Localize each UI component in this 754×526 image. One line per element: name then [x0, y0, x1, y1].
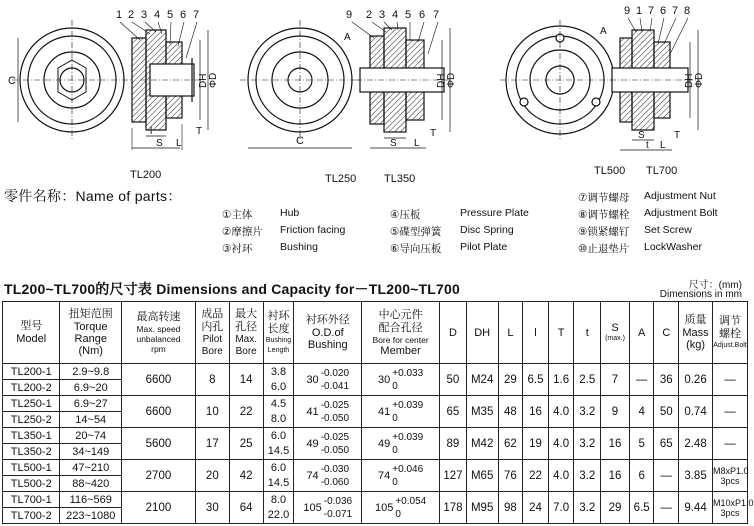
cell-C: 36 [654, 364, 679, 396]
deviations [392, 463, 423, 489]
nominal-value: 105 [374, 501, 394, 514]
col-bushing-length: 衬环 长度 Bushing Length [263, 302, 294, 364]
nominal-value: 41 [306, 405, 319, 418]
model-cell: TL350-1 [3, 428, 60, 444]
lower-deviation: -0.071 [323, 508, 353, 520]
table-row [3, 460, 748, 476]
pilot-bore-cell: 30 [195, 492, 229, 524]
cell-t: 2.5 [574, 364, 601, 396]
pilot-bore-cell: 17 [195, 428, 229, 460]
deviations [392, 431, 423, 457]
deviations [321, 399, 349, 425]
nominal-value: 30 [378, 373, 391, 386]
model-cell: TL250-2 [3, 412, 60, 428]
bushing-length-cell-1: 6.0 [270, 429, 287, 442]
cell-S: 16 [601, 460, 630, 492]
col-center-member: 中心元件 配合孔径 Bore for center Member [362, 302, 440, 364]
tolerance [378, 463, 423, 489]
part-cn: ⑤碟型弹簧 [390, 226, 442, 238]
nominal-value: 74 [306, 469, 319, 482]
callout-7c: 7 [648, 5, 655, 17]
upper-deviation: +0.039 [392, 431, 424, 443]
dimensions-table [2, 301, 754, 524]
adjust-bolt-cell: — [712, 396, 747, 428]
tolerance [306, 431, 349, 457]
model-cell: TL200-2 [3, 380, 60, 396]
bushing-length-cell [263, 428, 294, 460]
col-l: l [523, 302, 549, 364]
col-max-bore: 最大 孔径 Max. Bore [229, 302, 263, 364]
part-cn: ④压板 [390, 209, 421, 221]
upper-deviation: -0.025 [320, 431, 350, 443]
bushing-length-cell-1: 6.0 [270, 461, 287, 474]
callout-9: 9 [346, 9, 353, 21]
cell-t: 3.2 [574, 428, 601, 460]
center-member-cell [362, 428, 440, 460]
cell-C: — [654, 492, 679, 524]
dim-a: A [344, 32, 351, 43]
col-od-bushing: 衬环外径 O.D.of Bushing [294, 302, 362, 364]
part-en: Adjustment Bolt [644, 207, 718, 219]
callout-6: 6 [180, 9, 187, 21]
col-DH: DH [466, 302, 498, 364]
dim-c: C [8, 75, 16, 87]
cell-S: 7 [601, 364, 630, 396]
cell-D: 89 [440, 428, 467, 460]
callout-3: 3 [141, 9, 148, 21]
cell-D: 178 [440, 492, 467, 524]
cell-t: 3.2 [574, 492, 601, 524]
cell-A: 5 [629, 428, 654, 460]
cell-C: 65 [654, 428, 679, 460]
col-adjust-bolt: 调节 螺栓 Adjust.Bolt [712, 302, 747, 364]
bushing-length-cell [263, 364, 294, 396]
model-cell: TL350-2 [3, 444, 60, 460]
cell-L: 48 [498, 396, 523, 428]
tolerance [378, 367, 423, 393]
caption-tl200: TL200 [130, 169, 162, 181]
callout-1c: 1 [636, 5, 643, 17]
bushing-length-cell [263, 492, 294, 524]
cell-l: 24 [523, 492, 549, 524]
model-cell: TL500-2 [3, 476, 60, 492]
upper-deviation: -0.020 [320, 367, 350, 379]
cell-T: 4.0 [548, 460, 574, 492]
cell-l: 22 [523, 460, 549, 492]
od-bushing-cell [294, 428, 362, 460]
part-en: Friction facing [280, 224, 346, 236]
upper-deviation: -0.030 [320, 463, 350, 475]
upper-deviation: -0.036 [323, 495, 353, 507]
bushing-length-cell-2: 14.5 [267, 476, 290, 489]
part-set-screw [578, 224, 692, 239]
lower-deviation: -0.041 [320, 380, 350, 392]
adjust-bolt-cell: M10xP1.0 3pcs [712, 492, 747, 524]
callout-3b: 3 [379, 9, 386, 21]
upper-deviation: -0.025 [320, 399, 350, 411]
cell-S: 9 [601, 396, 630, 428]
nominal-value: 105 [303, 501, 322, 514]
torque-cell: 47~210 [60, 460, 122, 476]
caption-tl350: TL350 [384, 173, 416, 185]
torque-cell: 2.9~9.8 [60, 364, 122, 380]
cell-DH: M65 [466, 460, 498, 492]
cell-T: 7.0 [548, 492, 574, 524]
cell-t: 3.2 [574, 396, 601, 428]
tolerance [306, 367, 349, 393]
center-member-cell [362, 396, 440, 428]
part-cn: ⑩止退垫片 [578, 243, 630, 255]
nominal-value: 41 [378, 405, 391, 418]
deviations [392, 367, 423, 393]
adjust-bolt-cell: — [712, 364, 747, 396]
dim-tsmall: t [646, 140, 649, 151]
dim-dh: DH [198, 73, 209, 88]
col-A: A [629, 302, 654, 364]
cell-mass: 3.85 [679, 460, 713, 492]
dim-a3: A [600, 26, 607, 37]
callout-7d: 7 [672, 5, 679, 17]
callout-6b: 6 [419, 9, 426, 21]
deviations [392, 399, 423, 425]
cell-T: 1.6 [548, 364, 574, 396]
part-pressure-plate [390, 207, 529, 222]
part-cn: ⑦调节螺母 [578, 192, 630, 204]
max-bore-cell: 22 [229, 396, 263, 428]
upper-deviation: +0.046 [392, 463, 424, 475]
part-adjustment-nut [578, 190, 716, 205]
model-cell: TL200-1 [3, 364, 60, 380]
dim-t3: T [674, 130, 681, 141]
callout-4b: 4 [392, 9, 399, 21]
cell-L: 76 [498, 460, 523, 492]
cell-mass: 9.44 [679, 492, 713, 524]
speed-cell: 5600 [122, 428, 196, 460]
col-torque: 扭矩范围 Torque Range (Nm) [60, 302, 122, 364]
nominal-value: 49 [306, 437, 319, 450]
cell-S: 16 [601, 428, 630, 460]
bushing-length-cell-1: 4.5 [270, 397, 287, 410]
model-cell: TL250-1 [3, 396, 60, 412]
dim-dh3: DH [684, 73, 695, 88]
part-bushing [222, 241, 318, 256]
cell-DH: M24 [466, 364, 498, 396]
bushing-length-cell [263, 396, 294, 428]
torque-cell: 116~569 [60, 492, 122, 508]
callout-4: 4 [154, 9, 161, 21]
cell-l: 6.5 [523, 364, 549, 396]
dim-d3: ΦD [694, 72, 705, 88]
pilot-bore-cell: 8 [195, 364, 229, 396]
lower-deviation: 0 [395, 508, 401, 520]
dim-d: ΦD [208, 72, 219, 88]
part-en: Pressure Plate [460, 207, 529, 219]
part-cn: ②摩擦片 [222, 226, 263, 238]
max-bore-cell: 14 [229, 364, 263, 396]
cell-D: 127 [440, 460, 467, 492]
bushing-length-cell-2: 6.0 [270, 380, 287, 393]
adjust-bolt-cell: — [712, 428, 747, 460]
cell-DH: M35 [466, 396, 498, 428]
deviations [395, 495, 426, 521]
table-body [3, 364, 754, 524]
nominal-value: 74 [378, 469, 391, 482]
table-row [3, 428, 748, 444]
upper-deviation: +0.054 [395, 495, 427, 507]
adjust-bolt-cell: M8xP1.0 3pcs [712, 460, 747, 492]
callout-8c: 8 [684, 5, 691, 17]
technical-drawings [0, 0, 750, 186]
bushing-length-cell-2: 8.0 [270, 412, 287, 425]
cell-C: — [654, 460, 679, 492]
nominal-value: 30 [306, 373, 319, 386]
od-bushing-cell [294, 492, 362, 524]
cell-T: 4.0 [548, 428, 574, 460]
table-row [3, 492, 748, 508]
tolerance [378, 431, 423, 457]
lower-deviation: -0.060 [320, 476, 350, 488]
lower-deviation: 0 [392, 476, 398, 488]
torque-cell: 14~54 [60, 412, 122, 428]
drawing-tl200 [12, 20, 208, 150]
part-disc-spring [390, 224, 514, 239]
tolerance [375, 495, 426, 521]
cell-A: 6.5 [629, 492, 654, 524]
unit-label-cn: 尺寸：(mm) [688, 280, 742, 291]
center-member-cell [362, 460, 440, 492]
speed-cell: 6600 [122, 364, 196, 396]
cell-L: 98 [498, 492, 523, 524]
torque-cell: 6.9~20 [60, 380, 122, 396]
cell-A: 4 [629, 396, 654, 428]
bushing-length-cell-2: 14.5 [267, 444, 290, 457]
part-en: Set Screw [644, 224, 692, 236]
torque-cell: 88~420 [60, 476, 122, 492]
table-title: TL200~TL700的尺寸表 Dimensions and Capacity for－TL200~TL700 [4, 281, 461, 297]
torque-cell: 223~1080 [60, 508, 122, 524]
tolerance [306, 463, 349, 489]
dim-L2: L [414, 138, 420, 149]
part-cn: ①主体 [222, 209, 253, 221]
max-bore-cell: 25 [229, 428, 263, 460]
col-mass: 质量 Mass (kg) [679, 302, 713, 364]
part-adjustment-bolt [578, 207, 718, 222]
cell-DH: M42 [466, 428, 498, 460]
upper-deviation: +0.033 [392, 367, 424, 379]
cell-L: 62 [498, 428, 523, 460]
lower-deviation: -0.050 [320, 412, 350, 424]
part-pilot-plate [390, 241, 508, 256]
bushing-length-cell-1: 8.0 [270, 493, 287, 506]
nominal-value: 49 [378, 437, 391, 450]
caption-tl700: TL700 [646, 165, 678, 177]
speed-cell: 2700 [122, 460, 196, 492]
max-bore-cell: 64 [229, 492, 263, 524]
table-row [3, 396, 748, 412]
callout-7: 7 [193, 9, 200, 21]
dim-l: l [150, 126, 153, 137]
table-row [3, 364, 748, 380]
col-C: C [654, 302, 679, 364]
cell-L: 29 [498, 364, 523, 396]
col-S: S (max.) [601, 302, 630, 364]
lower-deviation: 0 [392, 380, 398, 392]
callout-1: 1 [116, 9, 123, 21]
part-cn: ⑨锁紧螺钉 [578, 226, 630, 238]
col-L: L [498, 302, 523, 364]
part-en: LockWasher [644, 241, 702, 253]
bushing-length-cell-1: 3.8 [270, 365, 287, 378]
cell-D: 65 [440, 396, 467, 428]
part-en: Hub [280, 207, 300, 219]
dim-t: T [196, 126, 203, 137]
callout-5b: 5 [405, 9, 412, 21]
dim-t2: T [430, 128, 437, 139]
part-cn: ③衬环 [222, 243, 253, 255]
cell-C: 50 [654, 396, 679, 428]
col-T: T [548, 302, 574, 364]
cell-DH: M95 [466, 492, 498, 524]
dim-s: S [156, 138, 163, 149]
col-D: D [440, 302, 467, 364]
tolerance [378, 399, 423, 425]
bushing-length-cell-2: 22.0 [267, 508, 290, 521]
dim-L3: L [660, 140, 666, 151]
lower-deviation: -0.050 [320, 444, 350, 456]
dim-dh2: DH [436, 73, 447, 88]
torque-cell: 20~74 [60, 428, 122, 444]
part-en: Disc Spring [460, 224, 514, 236]
cell-t: 3.2 [574, 460, 601, 492]
cell-l: 19 [523, 428, 549, 460]
dim-s3: S [638, 130, 645, 141]
callout-2b: 2 [366, 9, 373, 21]
center-member-cell [362, 364, 440, 396]
cell-D: 50 [440, 364, 467, 396]
part-friction-facing [222, 224, 346, 239]
model-cell: TL500-1 [3, 460, 60, 476]
drawing-tl500-tl700 [500, 18, 700, 150]
col-model: 型号 Model [3, 302, 60, 364]
tolerance [306, 399, 349, 425]
pilot-bore-cell: 20 [195, 460, 229, 492]
torque-cell: 34~149 [60, 444, 122, 460]
speed-cell: 2100 [122, 492, 196, 524]
od-bushing-cell [294, 460, 362, 492]
dim-L: L [176, 138, 182, 149]
callout-7b: 7 [433, 9, 440, 21]
od-bushing-cell [294, 396, 362, 428]
cell-mass: 2.48 [679, 428, 713, 460]
part-en: Bushing [280, 241, 318, 253]
part-cn: ⑧调节螺栓 [578, 209, 630, 221]
col-speed: 最高转速 Max. speed unbalanced rpm [122, 302, 196, 364]
caption-tl250: TL250 [325, 173, 357, 185]
model-cell: TL700-2 [3, 508, 60, 524]
table-header-row [3, 302, 748, 364]
part-cn: ⑥导向压板 [390, 243, 442, 255]
dim-d2: ΦD [446, 72, 457, 88]
torque-cell: 6.9~27 [60, 396, 122, 412]
col-pilot-bore: 成品 内孔 Pilot Bore [195, 302, 229, 364]
cell-l: 16 [523, 396, 549, 428]
unit-label-en: Dimensions in mm [659, 289, 742, 300]
part-en: Adjustment Nut [644, 190, 716, 202]
bushing-length-cell [263, 460, 294, 492]
model-cell: TL700-1 [3, 492, 60, 508]
dim-c2: C [296, 135, 304, 147]
tolerance [303, 495, 352, 521]
center-member-cell [362, 492, 440, 524]
caption-tl500: TL500 [594, 165, 626, 177]
cell-T: 4.0 [548, 396, 574, 428]
part-lock-washer [578, 241, 702, 256]
callout-9c: 9 [624, 5, 631, 17]
callout-2: 2 [128, 9, 135, 21]
deviations [321, 367, 349, 393]
deviations [324, 495, 352, 521]
max-bore-cell: 42 [229, 460, 263, 492]
cell-A: 6 [629, 460, 654, 492]
col-t: t [574, 302, 601, 364]
part-en: Pilot Plate [460, 241, 508, 253]
parts-heading: 零件名称：Name of parts： [4, 188, 182, 204]
lower-deviation: 0 [392, 444, 398, 456]
lower-deviation: 0 [392, 412, 398, 424]
deviations [321, 463, 349, 489]
speed-cell: 6600 [122, 396, 196, 428]
cell-mass: 0.26 [679, 364, 713, 396]
part-hub [222, 207, 300, 222]
callout-5: 5 [167, 9, 174, 21]
upper-deviation: +0.039 [392, 399, 424, 411]
callout-6c: 6 [660, 5, 667, 17]
cell-mass: 0.74 [679, 396, 713, 428]
deviations [321, 431, 349, 457]
dim-s2: S [390, 138, 397, 149]
od-bushing-cell [294, 364, 362, 396]
pilot-bore-cell: 10 [195, 396, 229, 428]
cell-S: 29 [601, 492, 630, 524]
cell-A: — [629, 364, 654, 396]
